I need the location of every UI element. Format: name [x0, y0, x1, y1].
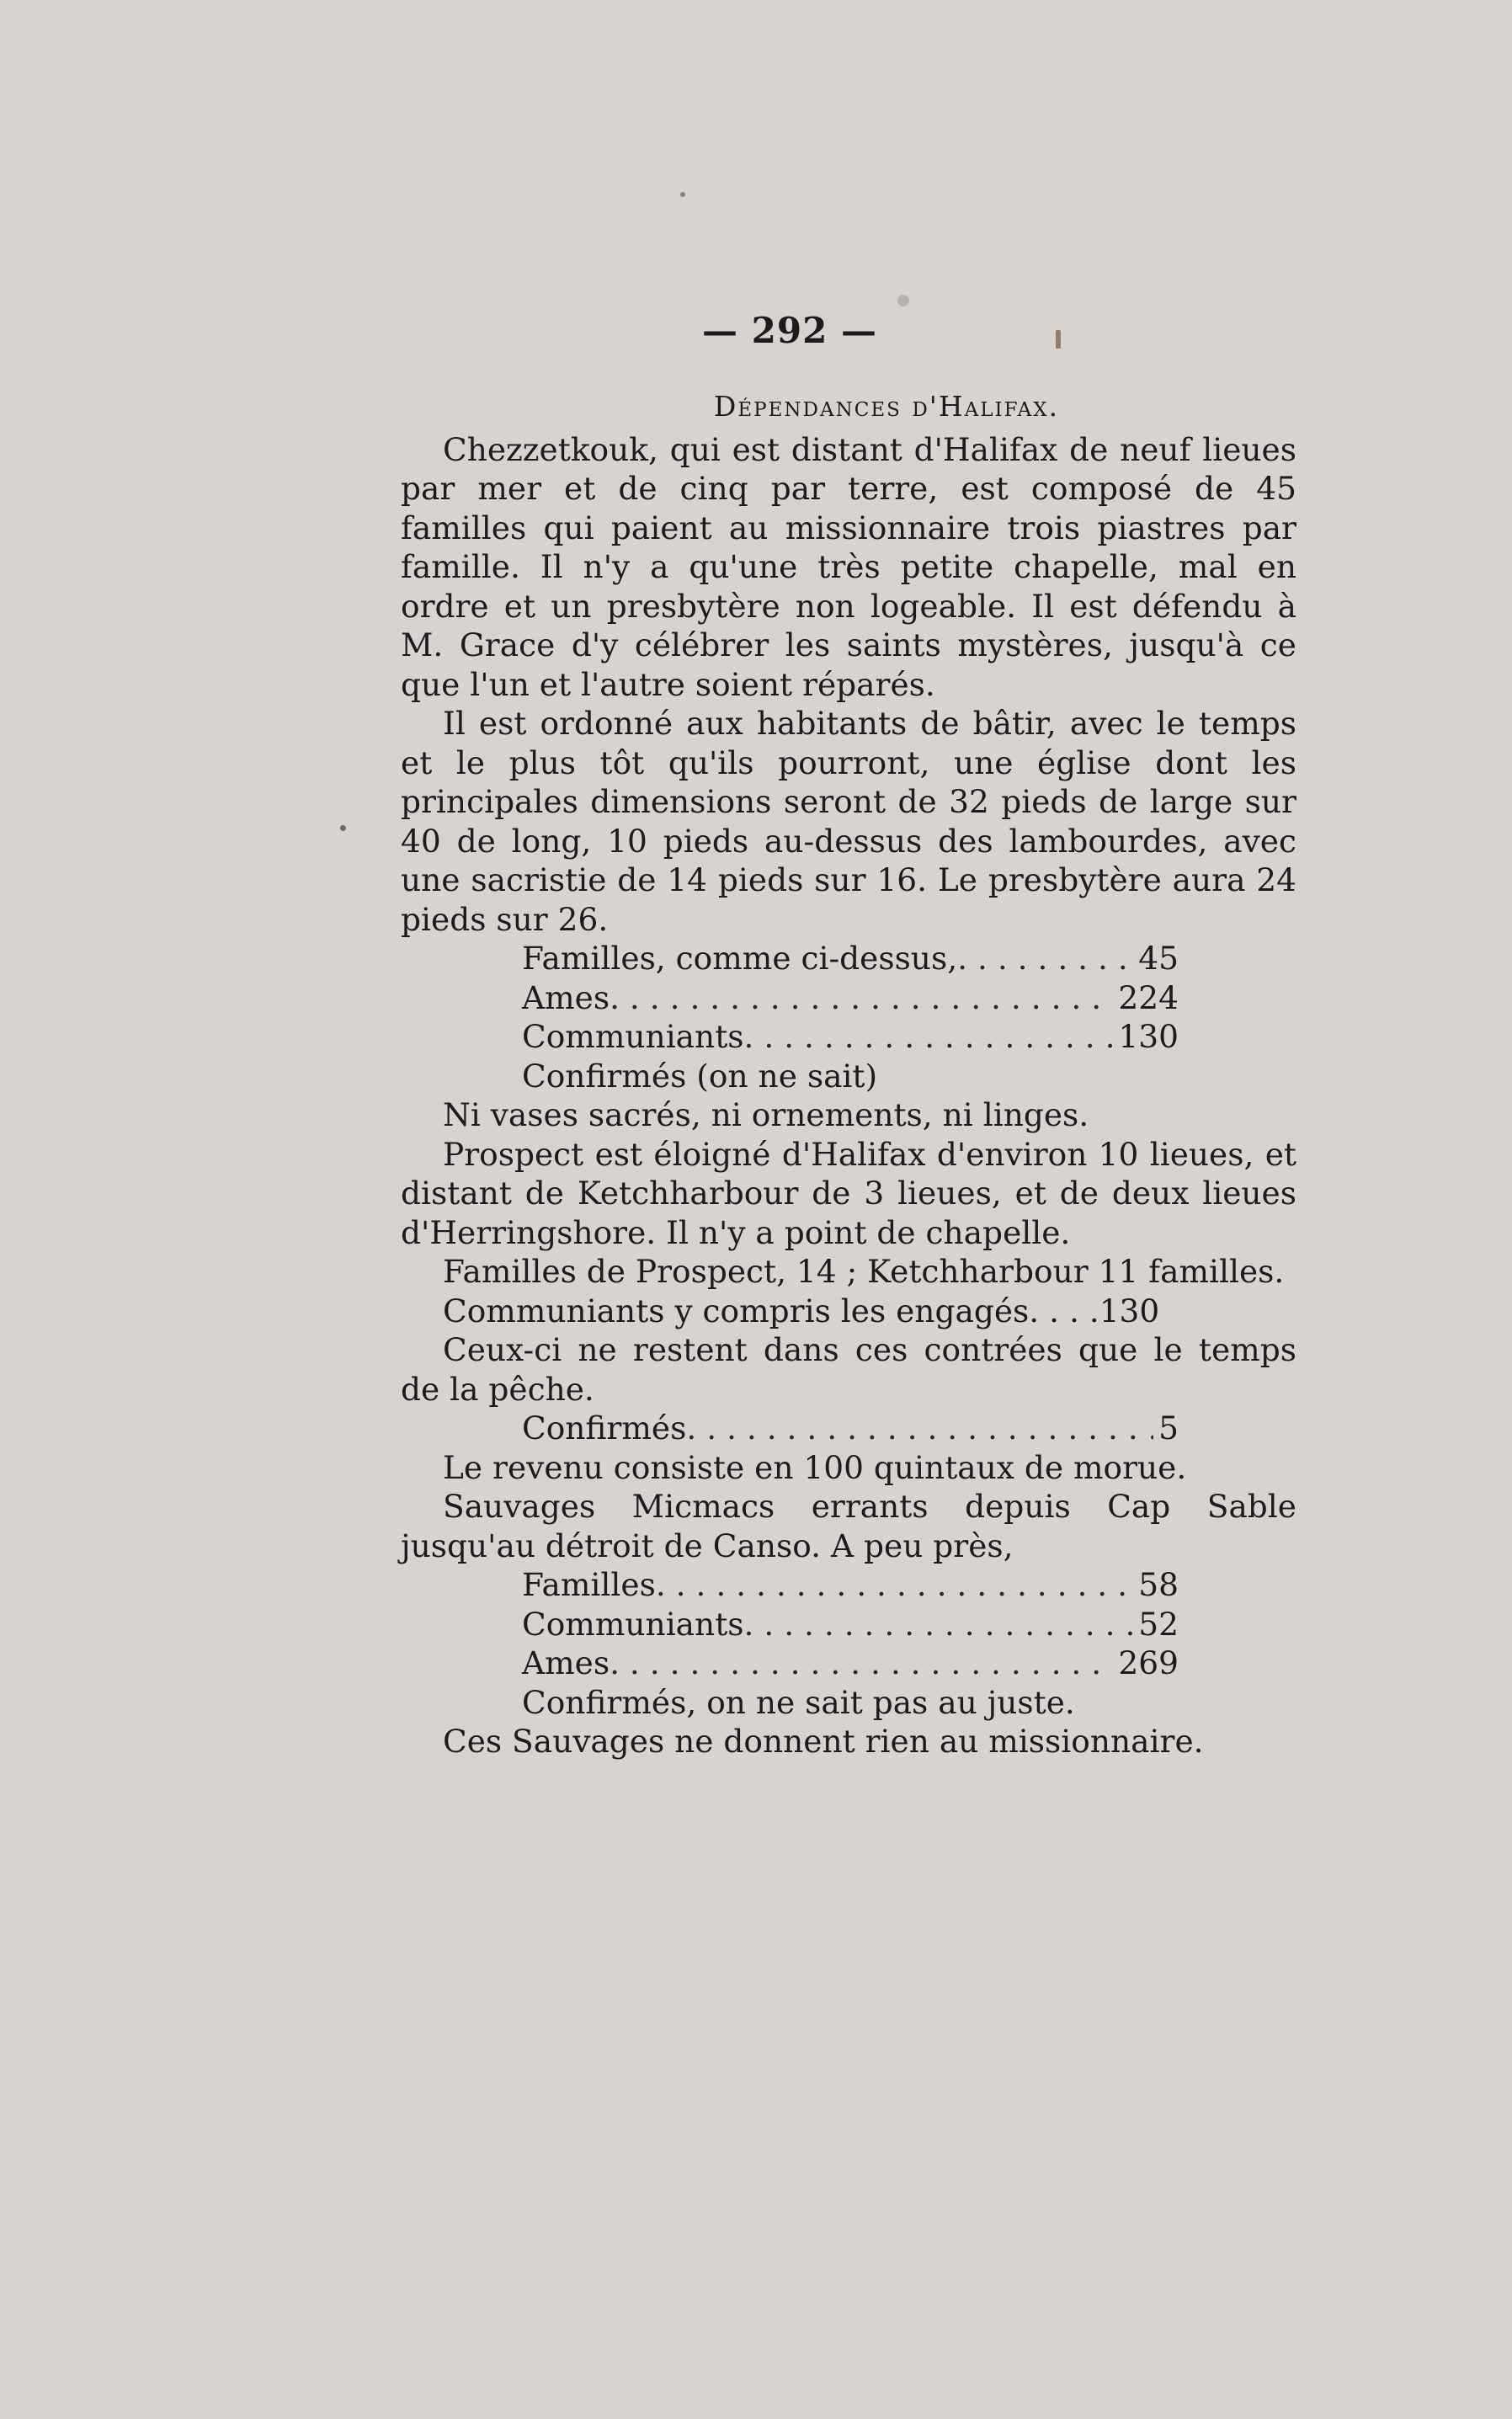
- stat-row: [401, 1409, 1179, 1448]
- leader-dots: [610, 978, 1113, 1018]
- stat-row: [401, 1644, 1179, 1683]
- ink-spot: [897, 295, 909, 306]
- paragraph-eglise: Il est ordonné aux habitants de bâtir, avec le temps et le plus tôt qu'ils pourront, une église dont les principales dimensions seront de 32 pieds de large sur 40 de long, 10 pieds au-dessus des lambourdes, avec une sacristie de 14 pieds sur 16. Le presbytère aura 24 pieds sur 26.: [401, 705, 1296, 938]
- stat-label: Communiants: [522, 1605, 744, 1643]
- paragraph-revenu: Le revenu consiste en 100 quintaux de morue.: [443, 1448, 1187, 1486]
- leader-dots: [656, 1565, 1133, 1605]
- ink-speck: [340, 825, 346, 831]
- leader-dots: [686, 1409, 1153, 1448]
- leader-dots: [744, 1017, 1114, 1057]
- page-number: — 292 —: [702, 310, 877, 351]
- stat-label: Communiants: [522, 1018, 744, 1055]
- stat-row: [401, 978, 1179, 1018]
- leader-dots: [957, 939, 1133, 978]
- section-heading: Dépendances d'Halifax.: [713, 390, 1060, 423]
- stat-row: [401, 939, 1179, 978]
- stat-row: [401, 1017, 1179, 1057]
- confirmes-line: Confirmés (on ne sait): [522, 1057, 878, 1095]
- stat-row: [401, 1605, 1179, 1644]
- stat-value: 45: [1138, 940, 1179, 977]
- paragraph-ceux-ci: Ceux-ci ne restent dans ces contrées que le temps de la pêche.: [401, 1331, 1296, 1408]
- paragraph-chezzetkouk: Chezzetkouk, qui est distant d'Halifax de neuf lieues par mer et de cinq par terre, est composé de 45 familles qui paient au missionnaire trois piastres par famille. Il n'y a qu'une très petite chapelle, mal en ordre et un presbytère non logeable. Il est défendu à M. Grace d'y célébrer les saints mystères, jusqu'à ce que l'un et l'autre soient réparés.: [401, 430, 1296, 703]
- ink-speck: [680, 192, 685, 197]
- stat-value: 52: [1138, 1605, 1179, 1643]
- leader-dots: [744, 1605, 1134, 1644]
- page-body: [401, 387, 1296, 1761]
- paragraph-communiants-engages: Communiants y compris les engagés. . . .130: [443, 1292, 1160, 1329]
- stat-value: 5: [1158, 1409, 1179, 1447]
- stat-value: 224: [1118, 978, 1179, 1016]
- stat-label: Ames: [522, 1644, 610, 1681]
- stat-label: Familles, comme ci-dessus,: [522, 940, 958, 977]
- stat-label: Ames: [522, 978, 610, 1016]
- stat-label: Familles: [522, 1566, 656, 1603]
- stat-value: 58: [1138, 1566, 1179, 1603]
- paragraph-final: Ces Sauvages ne donnent rien au missionnaire.: [443, 1723, 1204, 1760]
- stat-label: Confirmés: [522, 1409, 687, 1447]
- paragraph-familles-prospect: Familles de Prospect, 14 ; Ketchharbour 11 familles.: [443, 1253, 1285, 1290]
- stat-row: [401, 1565, 1179, 1605]
- leader-dots: [610, 1644, 1113, 1683]
- stat-value: 130: [1118, 1018, 1179, 1055]
- paragraph-vases: Ni vases sacrés, ni ornements, ni linges.: [443, 1096, 1089, 1133]
- paragraph-sauvages: Sauvages Micmacs errants depuis Cap Sable jusqu'au détroit de Canso. A peu près,: [401, 1488, 1296, 1564]
- confirmes-line: Confirmés, on ne sait pas au juste.: [522, 1683, 1075, 1721]
- stat-value: 269: [1118, 1644, 1179, 1681]
- paragraph-prospect: Prospect est éloigné d'Halifax d'environ 10 lieues, et distant de Ketchharbour de 3 lieues, et de deux lieues d'Herringshore. Il n'y a point de chapelle.: [401, 1135, 1296, 1251]
